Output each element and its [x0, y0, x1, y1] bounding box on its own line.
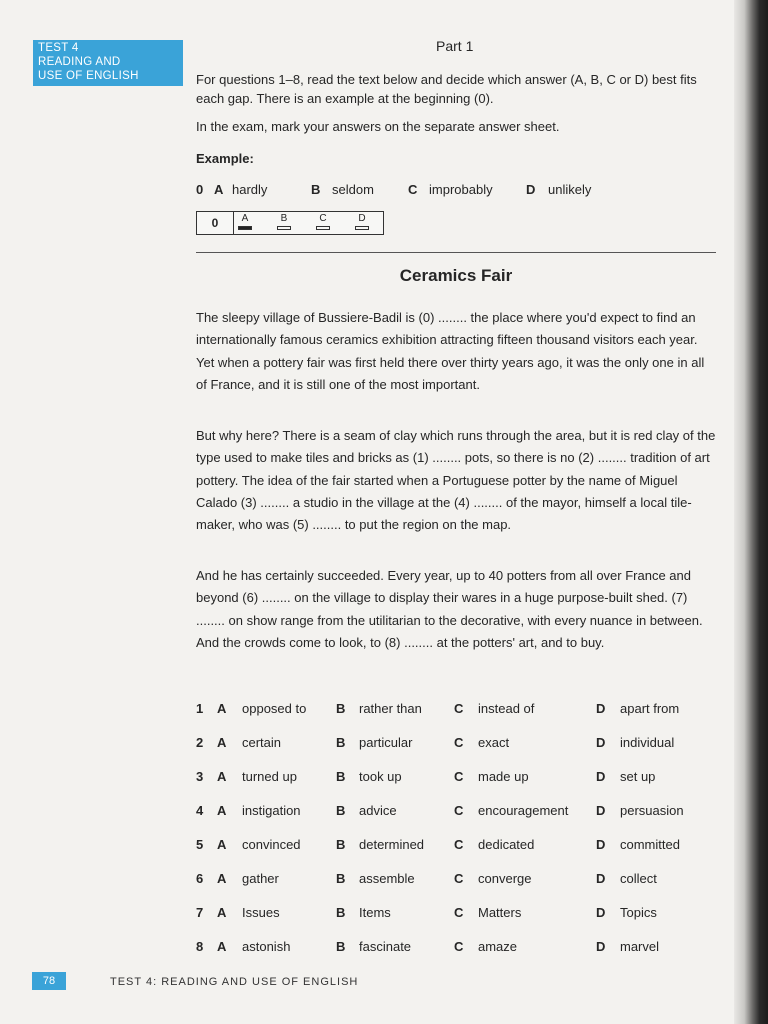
option-letter: D [596, 803, 606, 818]
option-letter: C [454, 803, 464, 818]
option-text: encouragement [478, 803, 569, 818]
option-letter: A [217, 905, 227, 920]
example-option-letter: C [408, 182, 418, 197]
option-letter: A [217, 769, 227, 784]
option-letter: A [217, 701, 227, 716]
option-text: advice [359, 803, 397, 818]
question-number: 3 [196, 769, 204, 784]
example-number: 0 [196, 182, 204, 197]
option-text: set up [620, 769, 656, 784]
example-option-text: seldom [332, 182, 374, 197]
book-spine-shadow [734, 0, 768, 1024]
example-answer-box [196, 211, 384, 235]
part-title: Part 1 [436, 38, 474, 54]
question-number: 5 [196, 837, 204, 852]
answer-box-number: 0 [197, 212, 234, 234]
option-letter: C [454, 837, 464, 852]
option-letter: A [217, 837, 227, 852]
answer-option-letter: D [358, 213, 366, 224]
option-letter: A [217, 939, 227, 954]
option-text: rather than [359, 701, 422, 716]
option-letter: A [217, 735, 227, 750]
example-option-text: improbably [429, 182, 493, 197]
section-label-line: USE OF ENGLISH [38, 70, 139, 82]
question-row [196, 939, 696, 959]
page-number: 78 [32, 972, 66, 990]
option-text: turned up [242, 769, 297, 784]
question-row [196, 735, 696, 755]
option-text: persuasion [620, 803, 684, 818]
question-row [196, 905, 696, 925]
example-option-letter: D [526, 182, 536, 197]
option-text: Items [359, 905, 391, 920]
option-text: gather [242, 871, 279, 886]
option-letter: D [596, 939, 606, 954]
question-row [196, 769, 696, 789]
option-letter: B [336, 837, 346, 852]
option-text: made up [478, 769, 529, 784]
answer-mark-empty [355, 226, 369, 230]
passage-paragraph: The sleepy village of Bussiere-Badil is (0) ........ the place where you'd expect to find an internationally famous ceramics exhibition attracting fifteen thousand visitors each year. Yet when a pottery fair was first held there over thirty years ago, it was the only one in all of France, and it is still one of the most important. [196, 310, 705, 392]
option-letter: D [596, 735, 606, 750]
option-letter: C [454, 735, 464, 750]
option-text: assemble [359, 871, 415, 886]
page-footer: TEST 4: READING AND USE OF ENGLISH [110, 976, 359, 988]
divider [196, 252, 716, 253]
option-text: apart from [620, 701, 680, 716]
question-row [196, 871, 696, 891]
option-letter: A [217, 871, 227, 886]
option-text: Issues [242, 905, 280, 920]
answer-option-a [235, 214, 255, 230]
question-number: 1 [196, 701, 204, 716]
option-letter: D [596, 769, 606, 784]
answer-option-c [313, 214, 333, 230]
option-text: instead of [478, 701, 535, 716]
answer-option-d [352, 214, 372, 230]
example-label: Example: [196, 151, 254, 166]
section-label [33, 40, 183, 86]
option-letter: D [596, 837, 606, 852]
passage-paragraph: And he has certainly succeeded. Every year, up to 40 potters from all over France and beyond (6) ........ on the village to display their wares in a huge purpose-built shed. (7) ........ on show range from the utilitarian to the decorative, with every nuance in between. And the crowds come to look, to (8) ........ at the potters' art, and to buy. [196, 568, 703, 650]
question-number: 2 [196, 735, 204, 750]
option-text: particular [359, 735, 413, 750]
option-letter: C [454, 701, 464, 716]
option-text: determined [359, 837, 425, 852]
option-text: dedicated [478, 837, 535, 852]
answer-option-letter: C [319, 213, 327, 224]
option-text: opposed to [242, 701, 307, 716]
passage-paragraph: But why here? There is a seam of clay which runs through the area, but it is red clay of the type used to make tiles and bricks as (1) ........ pots, so there is no (2) ........ tradition of art pottery. The idea of the fair started when a Portuguese potter by the name of Miguel Calado (3) ........ a studio in the village at the (4) ........ of the mayor, himself a local tile-maker, who was (5) ........ to put the region on the map. [196, 428, 716, 533]
option-letter: C [454, 939, 464, 954]
question-row [196, 803, 696, 823]
passage-title: Ceramics Fair [399, 266, 513, 285]
option-text: marvel [620, 939, 660, 954]
option-letter: C [454, 905, 464, 920]
instructions-answer-sheet: In the exam, mark your answers on the separate answer sheet. [196, 119, 560, 134]
answer-option-b [274, 214, 294, 230]
option-letter: D [596, 905, 606, 920]
option-letter: B [336, 871, 346, 886]
option-text: exact [478, 735, 510, 750]
option-text: took up [359, 769, 402, 784]
option-letter: B [336, 803, 346, 818]
question-number: 8 [196, 939, 204, 954]
option-text: committed [620, 837, 680, 852]
question-row [196, 837, 696, 857]
option-letter: B [336, 701, 346, 716]
option-text: astonish [242, 939, 291, 954]
option-letter: C [454, 769, 464, 784]
answer-option-letter: A [241, 213, 249, 224]
example-option-letter: B [311, 182, 321, 197]
question-number: 4 [196, 803, 204, 818]
option-letter: B [336, 735, 346, 750]
question-number: 6 [196, 871, 204, 886]
option-text: instigation [242, 803, 301, 818]
option-letter: B [336, 905, 346, 920]
option-text: Matters [478, 905, 522, 920]
section-label-line: TEST 4 [38, 42, 79, 54]
section-label-line: READING AND [38, 56, 121, 68]
question-number: 7 [196, 905, 204, 920]
option-text: individual [620, 735, 675, 750]
example-option-letter: A [214, 182, 224, 197]
option-letter: B [336, 769, 346, 784]
answer-mark-filled [238, 226, 252, 230]
answer-option-letter: B [280, 213, 288, 224]
option-text: Topics [620, 905, 657, 920]
answer-mark-empty [277, 226, 291, 230]
option-text: amaze [478, 939, 518, 954]
answer-mark-empty [316, 226, 330, 230]
option-letter: D [596, 871, 606, 886]
instructions: For questions 1–8, read the text below and decide which answer (A, B, C or D) best fits each gap. There is an example at the beginning (0). [196, 72, 697, 106]
example-row [196, 182, 616, 200]
option-letter: D [596, 701, 606, 716]
example-option-text: unlikely [548, 182, 592, 197]
option-text: fascinate [359, 939, 412, 954]
question-row [196, 701, 696, 721]
option-letter: B [336, 939, 346, 954]
option-text: collect [620, 871, 657, 886]
option-text: certain [242, 735, 282, 750]
option-letter: A [217, 803, 227, 818]
option-letter: C [454, 871, 464, 886]
option-text: convinced [242, 837, 301, 852]
option-text: converge [478, 871, 532, 886]
example-option-text: hardly [232, 182, 268, 197]
